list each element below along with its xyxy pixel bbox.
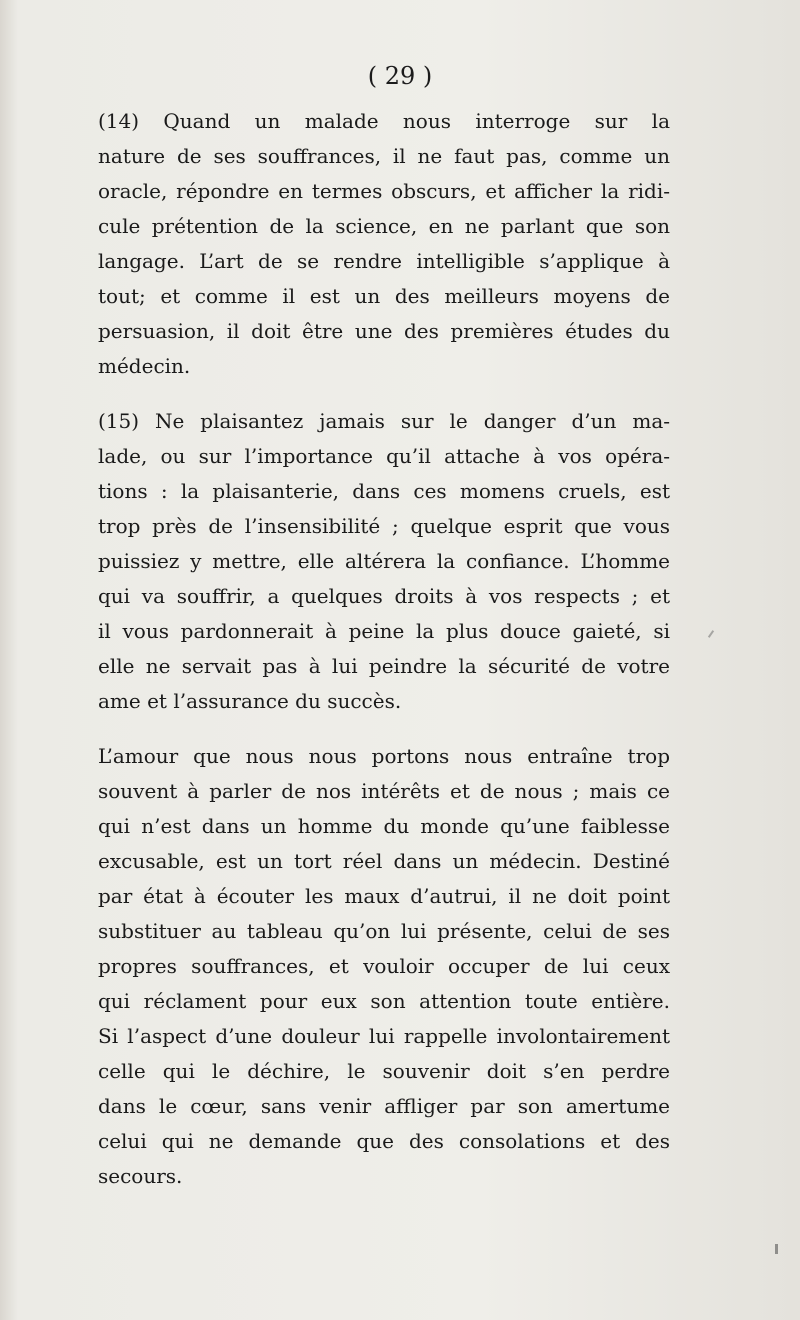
text-line: cule prétention de la science, en ne parlant que son [98, 214, 670, 238]
text-line: L’amour que nous nous portons nous entraîne trop [98, 744, 670, 768]
paragraph [72, 104, 670, 384]
paragraph [72, 404, 670, 719]
text-line: par état à écouter les maux d’autrui, il ne doit point [98, 884, 670, 908]
text-line: excusable, est un tort réel dans un médecin. Destiné [98, 849, 670, 873]
text-line: tions : la plaisanterie, dans ces momens cruels, est [98, 479, 670, 503]
text-line: oracle, répondre en termes obscurs, et afficher la ridi- [98, 179, 670, 203]
text-line: langage. L’art de se rendre intelligible s’applique à [98, 249, 670, 273]
page-number: ( 29 ) [367, 62, 433, 90]
text-line: elle ne servait pas à lui peindre la sécurité de votre [98, 654, 670, 678]
text-line: souvent à parler de nos intérêts et de nous ; mais ce [98, 779, 670, 803]
paragraph [72, 739, 670, 1194]
body-text [72, 104, 670, 1194]
text-line: Si l’aspect d’une douleur lui rappelle involontairement [98, 1024, 670, 1048]
text-line: propres souffrances, et vouloir occuper de lui ceux [98, 954, 670, 978]
text-line: celui qui ne demande que des consolations et des [98, 1129, 670, 1153]
text-line: substituer au tableau qu’on lui présente, celui de ses [98, 919, 670, 943]
text-line: persuasion, il doit être une des premières études du [98, 319, 670, 343]
text-line: (15) Ne plaisantez jamais sur le danger d’un ma- [98, 409, 670, 433]
text-line: dans le cœur, sans venir affliger par son amertume [98, 1094, 670, 1118]
text-line: celle qui le déchire, le souvenir doit s’en perdre [98, 1059, 670, 1083]
text-line: puissiez y mettre, elle altérera la confiance. L’homme [98, 549, 670, 573]
text-line: qui va souffrir, a quelques droits à vos respects ; et [98, 584, 670, 608]
paper-blemish [708, 630, 714, 638]
text-line: tout; et comme il est un des meilleurs moyens de [98, 284, 670, 308]
text-line: ame et l’assurance du succès. [98, 689, 402, 713]
text-line: lade, ou sur l’importance qu’il attache à vos opéra- [98, 444, 670, 468]
text-line: médecin. [98, 354, 191, 378]
text-line: secours. [98, 1164, 183, 1188]
text-line: (14) Quand un malade nous interroge sur la [98, 109, 670, 133]
text-line: qui réclament pour eux son attention toute entière. [98, 989, 670, 1013]
paper-blemish [775, 1244, 778, 1254]
text-line: qui n’est dans un homme du monde qu’une faiblesse [98, 814, 670, 838]
text-line: nature de ses souffrances, il ne faut pas, comme un [98, 144, 670, 168]
text-line: trop près de l’insensibilité ; quelque esprit que vous [98, 514, 670, 538]
text-line: il vous pardonnerait à peine la plus douce gaieté, si [98, 619, 670, 643]
